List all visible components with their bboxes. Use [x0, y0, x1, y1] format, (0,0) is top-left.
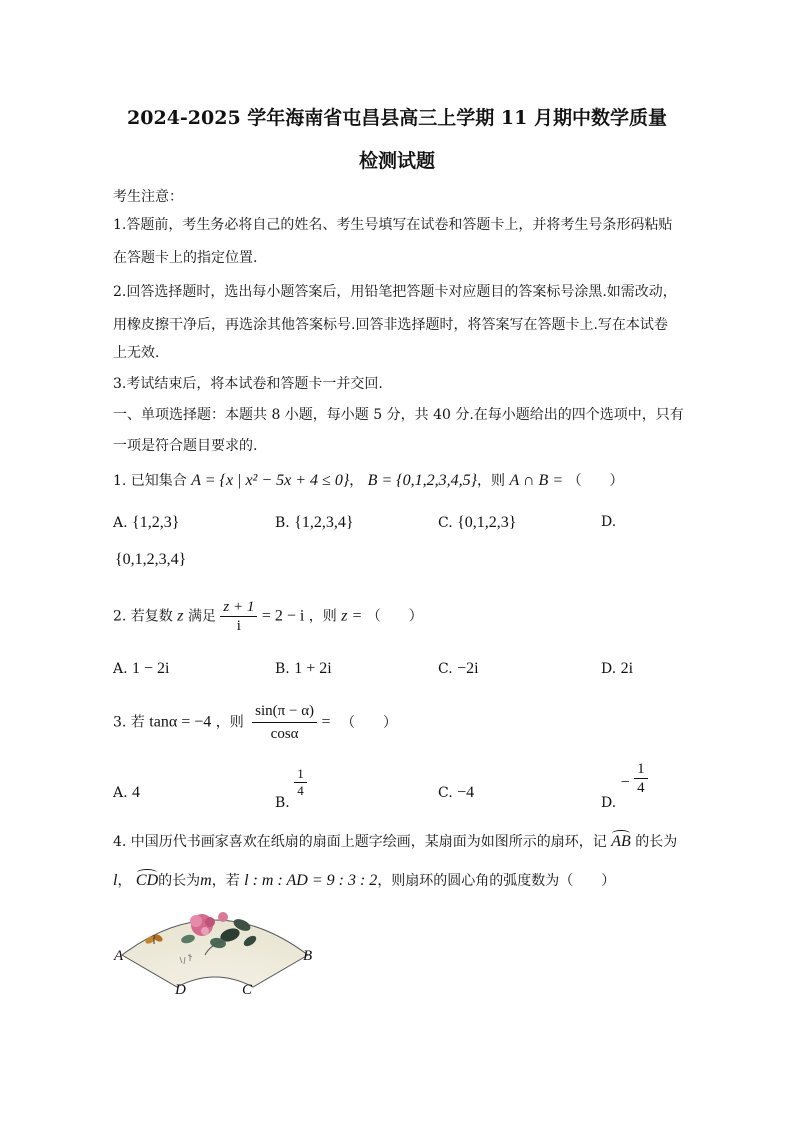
fraction-denominator: cosα: [270, 726, 299, 742]
q3-paren: （ ）: [340, 714, 397, 731]
fan-label-a: A: [114, 948, 124, 964]
fraction-numerator: z + 1: [220, 598, 257, 617]
note-line: 1.答题前，考生务必将自己的姓名、考生号填写在试卷和答题卡上，并将考生号条形码粘贴: [113, 217, 673, 233]
q2-option-c[interactable]: [438, 660, 479, 678]
q4-var-m: m: [200, 872, 212, 889]
q4-comma: ，: [117, 873, 132, 889]
q1-set-a: A = {x | x² − 5x + 4 ≤ 0}: [191, 472, 350, 489]
section-heading-cont: 一项是符合题目要求的.: [113, 438, 258, 454]
q4-text: 4. 中国历代书画家喜欢在纸扇的扇面上题字绘画，某扇面为如图所示的扇环，记: [113, 834, 607, 850]
q1-option-c[interactable]: [438, 514, 516, 532]
q2-satisfy: 满足: [187, 608, 216, 625]
option-value: {0,1,2,3}: [457, 514, 517, 531]
option-letter: B.: [275, 794, 290, 811]
q1-prefix: 1. 已知集合: [113, 473, 187, 489]
option-letter: D.: [601, 794, 617, 811]
option-value: 1 − 2i: [132, 660, 170, 677]
question-2: [113, 598, 423, 635]
q1-option-d-value: [115, 551, 186, 569]
option-letter: B.: [275, 515, 290, 531]
q4-var-l: l: [113, 872, 118, 889]
q4-if: ，若: [211, 873, 240, 889]
fan-figure: [110, 895, 320, 1000]
section-heading: 一、单项选择题：本题共 8 小题，每小题 5 分，共 40 分.在每小题给出的四个选项中，只有: [113, 407, 684, 423]
option-letter: B.: [275, 661, 290, 677]
option-letter: C.: [438, 785, 453, 801]
q1-set-b: B = {0,1,2,3,4,5}: [367, 472, 478, 489]
question-1: [113, 470, 624, 490]
fan-label-c: C: [242, 982, 253, 998]
option-letter: D.: [601, 514, 617, 530]
q3-option-d[interactable]: [601, 760, 648, 811]
q3-equals: =: [321, 713, 331, 731]
option-sign: −: [620, 773, 630, 791]
q2-option-d[interactable]: [601, 660, 633, 678]
question-4-line2: [113, 870, 615, 890]
q1-comma: ，: [349, 473, 364, 489]
option-value: −4: [457, 784, 475, 801]
q4-len-of: 的长为: [158, 873, 201, 889]
option-value: {0,1,2,3,4}: [115, 551, 187, 568]
q1-option-b[interactable]: [275, 514, 354, 532]
option-fraction: [634, 760, 648, 797]
q4-text-end: 的长为: [635, 834, 678, 850]
q2-then: ，则: [308, 608, 337, 625]
q1-then: ，则: [477, 473, 506, 489]
note-line: 上无效.: [113, 345, 160, 361]
option-value: 2i: [620, 660, 634, 677]
q4-text-end: ，则扇环的圆心角的弧度数为（ ）: [377, 873, 616, 889]
option-letter: C.: [438, 661, 453, 677]
fraction-denominator: i: [236, 618, 241, 634]
exam-title-line2: 检测试题: [358, 150, 435, 172]
notice-heading: 考生注意：: [113, 189, 183, 205]
q3-fraction: [252, 700, 317, 745]
fraction-numerator: 1: [634, 760, 648, 779]
q3-option-c[interactable]: [438, 784, 474, 802]
note-line: 3.考试结束后，将本试卷和答题卡一并交回.: [113, 376, 383, 392]
q4-ratio: l : m : AD = 9 : 3 : 2: [244, 872, 378, 889]
option-value: {1,2,3,4}: [294, 514, 354, 531]
question-4-line1: [113, 831, 677, 851]
exam-title-line1: 2024-2025 学年海南省屯昌县高三上学期 11 月期中数学质量: [127, 107, 667, 129]
fan-label-d: D: [175, 982, 186, 998]
q3-option-a[interactable]: [113, 784, 140, 802]
q4-arc-cd: CD: [135, 872, 159, 889]
q2-fraction: [220, 598, 257, 635]
q2-var: z: [177, 607, 184, 625]
q3-option-b[interactable]: [275, 766, 307, 811]
fraction-numerator: sin(π − α): [252, 700, 317, 723]
q4-arc-ab: AB: [611, 833, 631, 850]
q1-option-a[interactable]: [113, 514, 179, 532]
q3-then: ，则: [215, 714, 244, 731]
q1-option-d[interactable]: [601, 514, 616, 530]
fraction-denominator: 4: [637, 780, 645, 796]
fraction-denominator: 4: [297, 783, 304, 798]
q2-paren: （ ）: [366, 608, 423, 625]
option-value: 1 + 2i: [294, 660, 332, 677]
option-letter: A.: [113, 785, 128, 801]
question-3: [113, 700, 397, 745]
q1-paren: （ ）: [567, 473, 624, 489]
q2-rhs: = 2 − i: [261, 607, 305, 625]
q1-expr: A ∩ B =: [509, 472, 564, 489]
q3-prefix: 3. 若: [113, 714, 145, 731]
q2-ask: z =: [341, 607, 363, 625]
fan-paper: [122, 920, 308, 987]
q2-option-a[interactable]: [113, 660, 169, 678]
option-letter: C.: [438, 515, 453, 531]
q3-condition: tanα = −4: [149, 713, 212, 731]
q2-option-b[interactable]: [275, 660, 332, 678]
fan-label-b: B: [303, 948, 313, 964]
fan-figure-svg: [110, 895, 320, 1000]
option-letter: A.: [113, 661, 128, 677]
option-letter: D.: [601, 661, 617, 677]
fraction-numerator: 1: [294, 766, 307, 783]
option-fraction: [294, 766, 307, 799]
q2-prefix: 2. 若复数: [113, 608, 173, 625]
option-value: {1,2,3}: [132, 514, 180, 531]
option-letter: A.: [113, 515, 128, 531]
note-line: 在答题卡上的指定位置.: [113, 250, 258, 266]
note-line: 用橡皮擦干净后，再选涂其他答案标号.回答非选择题时，将答案写在答题卡上.写在本试卷: [113, 317, 668, 333]
note-line: 2.回答选择题时，选出每小题答案后，用铅笔把答题卡对应题目的答案标号涂黑.如需改动，: [113, 284, 677, 300]
option-value: −2i: [457, 660, 479, 677]
option-value: 4: [132, 784, 141, 801]
